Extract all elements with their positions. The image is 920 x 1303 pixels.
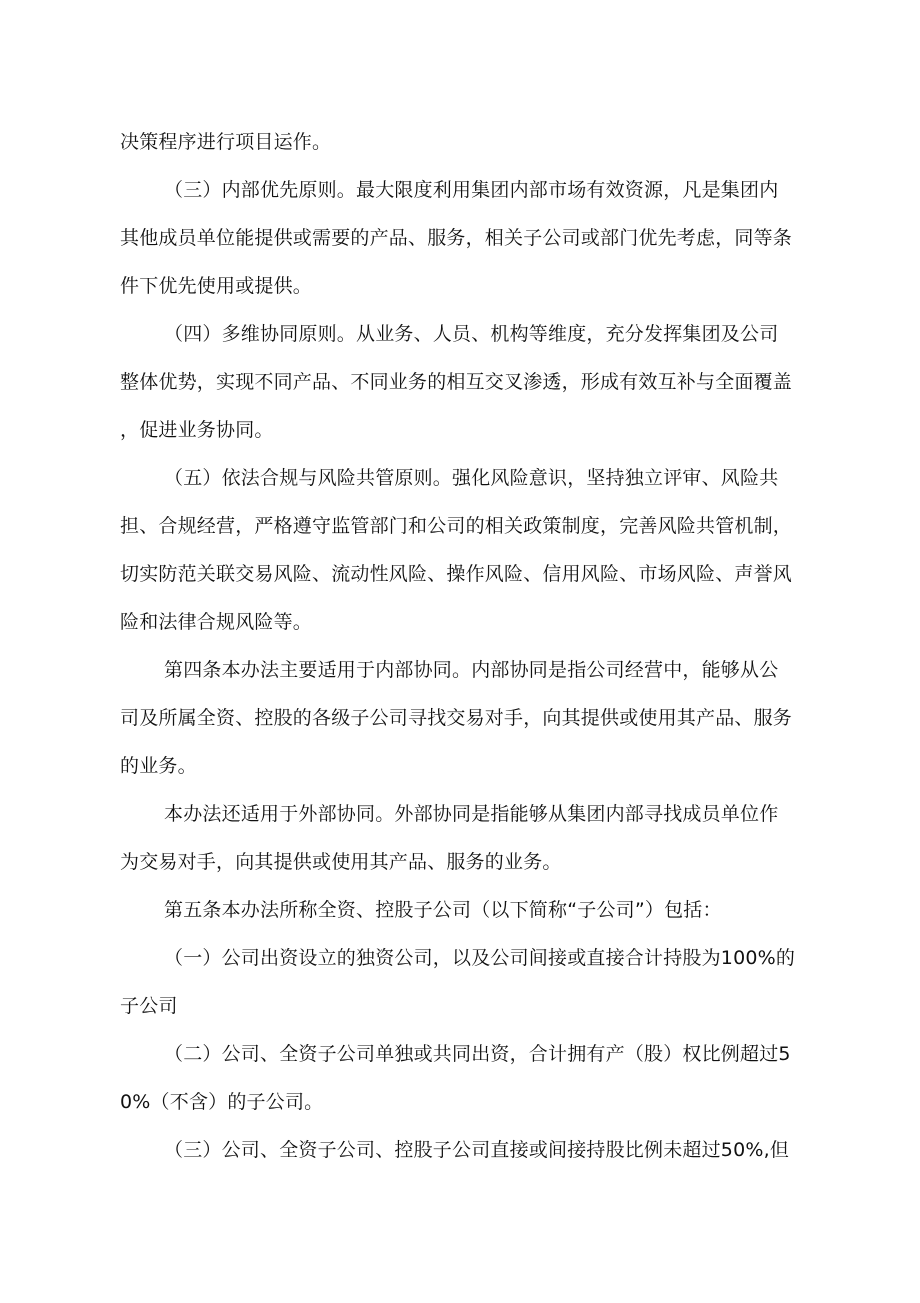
text-line: ，促进业务协同。 (120, 419, 274, 441)
text-line: 第五条本办法所称全资、控股子公司（以下简称“子公司”）包括： (164, 899, 722, 921)
text-line: 切实防范关联交易风险、流动性风险、操作风险、信用风险、市场风险、声誉风 (120, 563, 793, 585)
text-line: 为交易对手，向其提供或使用其产品、服务的业务。 (120, 851, 562, 873)
text-line: 司及所属全资、控股的各级子公司寻找交易对手，向其提供或使用其产品、服务 (120, 707, 793, 729)
text-line: 其他成员单位能提供或需要的产品、服务，相关子公司或部门优先考虑，同等条 (120, 227, 793, 249)
text-line: 第四条本办法主要适用于内部协同。内部协同是指公司经营中，能够从公 (164, 659, 779, 681)
text-line: （四）多维协同原则。从业务、人员、机构等维度，充分发挥集团及公司 (164, 323, 779, 345)
text-line: （二）公司、全资子公司单独或共同出资，合计拥有产（股）权比例超过5 (164, 1043, 791, 1065)
text-line: 整体优势，实现不同产品、不同业务的相互交叉渗透，形成有效互补与全面覆盖 (120, 371, 793, 393)
text-line: （五）依法合规与风险共管原则。强化风险意识，坚持独立评审、风险共 (164, 467, 779, 489)
text-line: 件下优先使用或提供。 (120, 275, 313, 297)
text-line: 决策程序进行项目运作。 (120, 131, 332, 153)
text-line: （三）公司、全资子公司、控股子公司直接或间接持股比例未超过50%,但 (164, 1139, 790, 1161)
text-line: （一）公司出资设立的独资公司，以及公司间接或直接合计持股为100%的 (164, 947, 796, 969)
text-line: 险和法律合规风险等。 (120, 611, 313, 633)
text-line: （三）内部优先原则。最大限度利用集团内部市场有效资源，凡是集团内 (164, 179, 779, 201)
text-line: 0%（不含）的子公司。 (120, 1091, 324, 1113)
text-line: 本办法还适用于外部协同。外部协同是指能够从集团内部寻找成员单位作 (164, 803, 779, 825)
text-line: 的业务。 (120, 755, 197, 777)
text-line: 担、合规经营，严格遵守监管部门和公司的相关政策制度，完善风险共管机制， (120, 515, 793, 537)
text-line: 子公司 (120, 995, 178, 1017)
